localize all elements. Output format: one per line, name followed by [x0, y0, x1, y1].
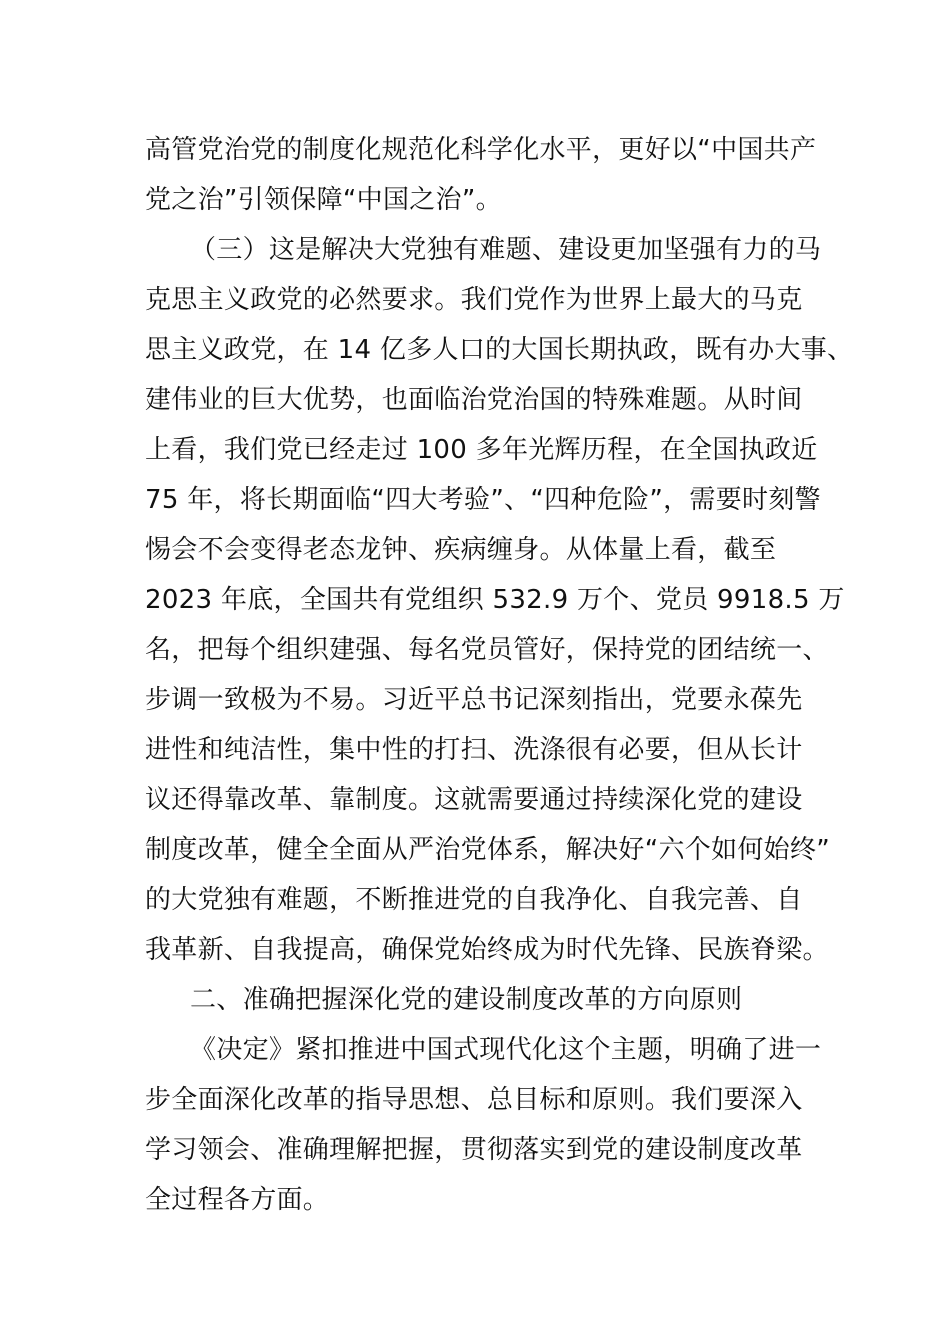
paragraph-line: 思主义政党，在 14 亿多人口的大国长期执政，既有办大事、: [145, 335, 854, 365]
paragraph-line: 我革新、自我提高，确保党始终成为时代先锋、民族脊梁。: [145, 935, 829, 965]
paragraph-line: 进性和纯洁性，集中性的打扫、洗涤很有必要，但从长计: [145, 735, 803, 765]
paragraph-line: 建伟业的巨大优势，也面临治党治国的特殊难题。从时间: [145, 385, 803, 415]
paragraph-line: 制度改革，健全全面从严治党体系，解决好“六个如何始终”: [145, 835, 831, 865]
paragraph-line: 惕会不会变得老态龙钟、疾病缠身。从体量上看，截至: [145, 535, 777, 565]
section-heading: 二、准确把握深化党的建设制度改革的方向原则: [190, 985, 743, 1015]
paragraph-line: 2023 年底，全国共有党组织 532.9 万个、党员 9918.5 万: [145, 585, 845, 615]
paragraph-line: 全过程各方面。: [145, 1185, 330, 1215]
paragraph-line: 75 年，将长期面临“四大考验”、“四种危险”，需要时刻警: [145, 485, 821, 515]
paragraph-line: 步全面深化改革的指导思想、总目标和原则。我们要深入: [145, 1085, 803, 1115]
paragraph-line: 党之治”引领保障“中国之治”。: [145, 185, 502, 215]
paragraph-line: 克思主义政党的必然要求。我们党作为世界上最大的马克: [145, 285, 803, 315]
paragraph-line: 名，把每个组织建强、每名党员管好，保持党的团结统一、: [145, 635, 829, 665]
paragraph-line: 《决定》紧扣推进中国式现代化这个主题，明确了进一: [190, 1035, 822, 1065]
paragraph-line: 议还得靠改革、靠制度。这就需要通过持续深化党的建设: [145, 785, 803, 815]
paragraph-line: 步调一致极为不易。习近平总书记深刻指出，党要永葆先: [145, 685, 803, 715]
paragraph-line: 上看，我们党已经走过 100 多年光辉历程，在全国执政近: [145, 435, 818, 465]
section-heading-line: （三）这是解决大党独有难题、建设更加坚强有力的马: [190, 235, 822, 265]
paragraph-line: 的大党独有难题，不断推进党的自我净化、自我完善、自: [145, 885, 803, 915]
paragraph-line: 高管党治党的制度化规范化科学化水平，更好以“中国共产: [145, 135, 817, 165]
paragraph-line: 学习领会、准确理解把握，贯彻落实到党的建设制度改革: [145, 1135, 803, 1165]
